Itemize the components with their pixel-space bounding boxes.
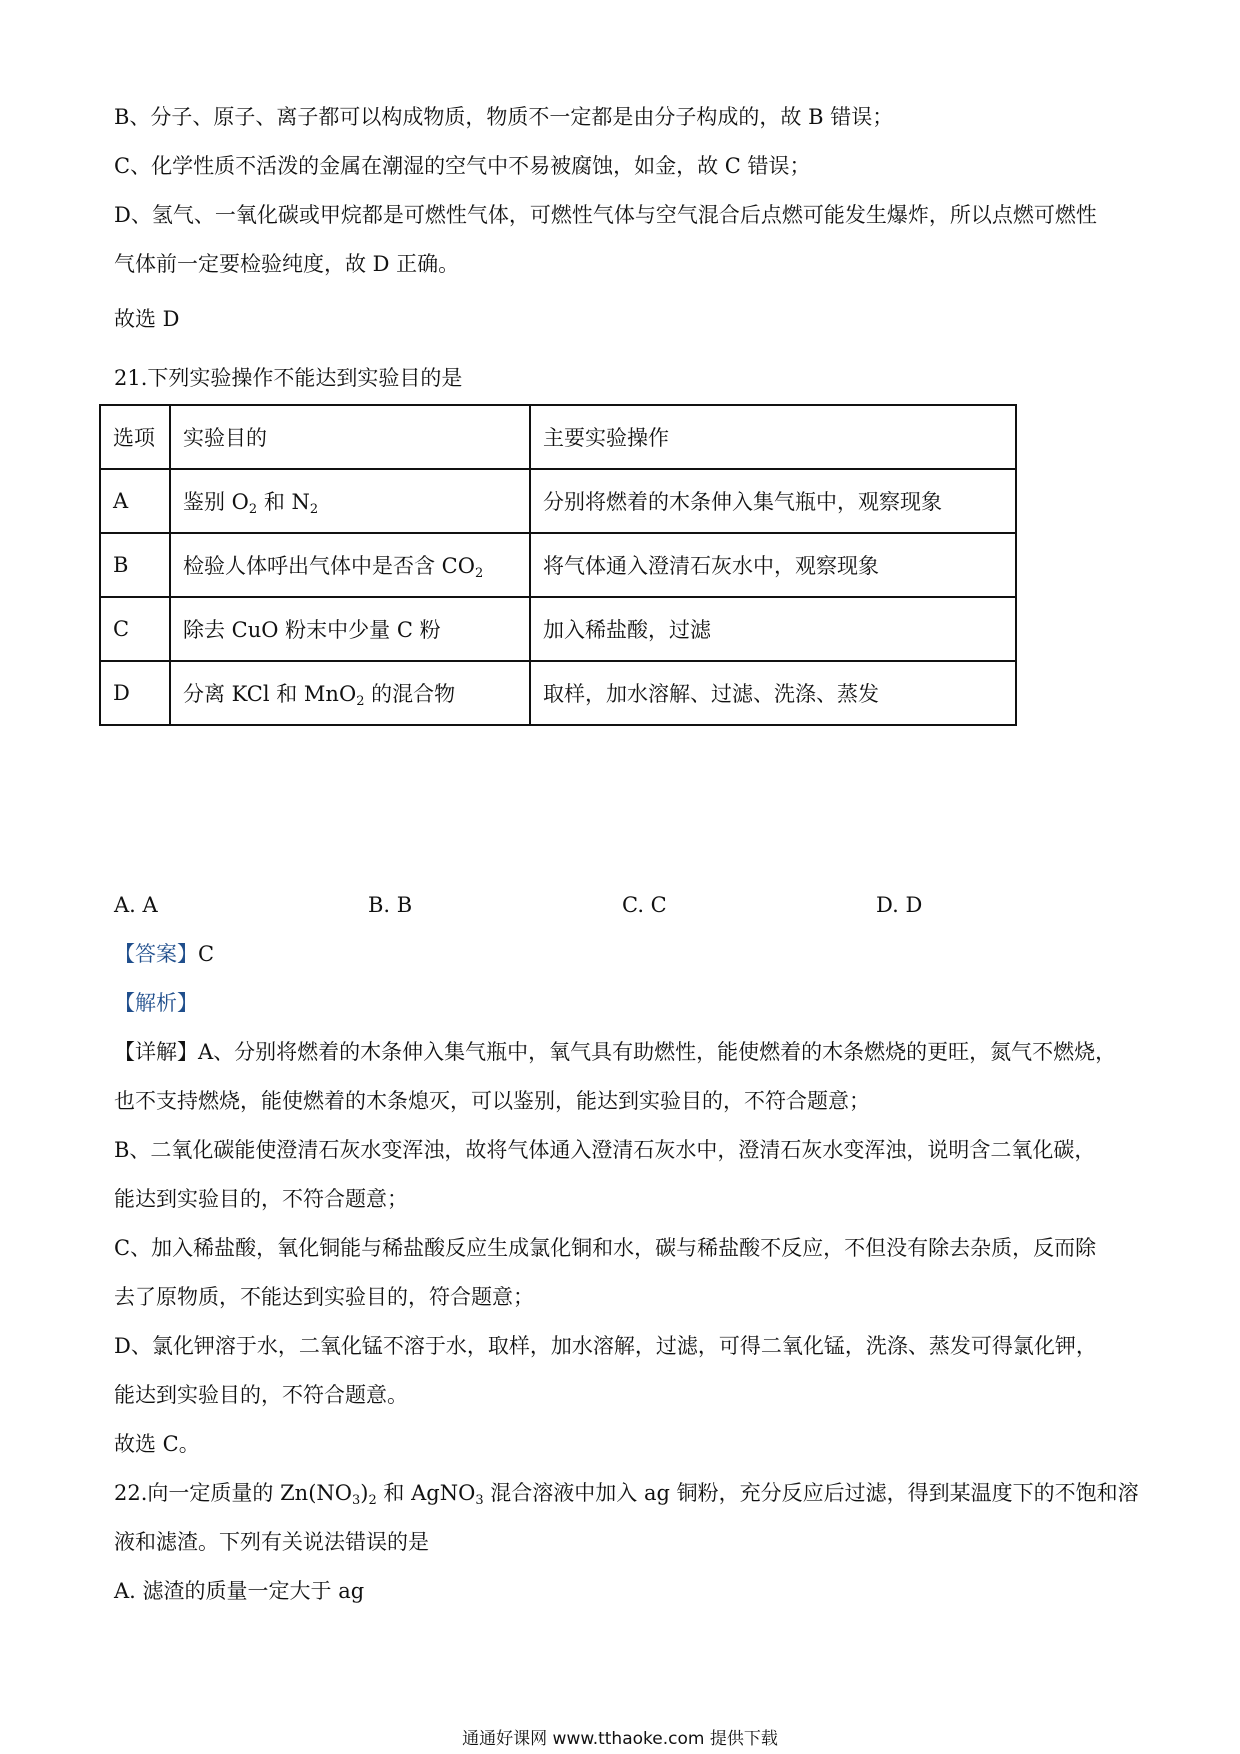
detail-tag: 【详解】	[114, 1040, 198, 1064]
q21-detail-line: 也不支持燃烧，能使燃着的木条熄灭，可以鉴别，能达到实验目的，不符合题意；	[114, 1089, 870, 1113]
q21-analysis-tag: 【解析】	[114, 991, 198, 1015]
q21-choice-a: A. A	[114, 893, 158, 917]
table-header-row	[100, 405, 1016, 469]
header-purpose: 实验目的	[170, 405, 530, 469]
q21-detail-line: C、加入稀盐酸，氧化铜能与稀盐酸反应生成氯化铜和水，碳与稀盐酸不反应，不但没有除去杂质，反而除	[114, 1236, 1097, 1260]
q21-detail-line: 能达到实验目的，不符合题意；	[114, 1187, 408, 1211]
q22-choice-a: A. 滤渣的质量一定大于 ag	[114, 1579, 365, 1603]
q21-choice-b: B. B	[368, 893, 413, 917]
table-row	[100, 661, 1016, 725]
q21-choice-c: C. C	[622, 893, 667, 917]
row-purpose: 检验人体呼出气体中是否含 $CO_2$	[170, 533, 530, 597]
table-row	[100, 533, 1016, 597]
q20-option-d-explanation: D、氢气、一氧化碳或甲烷都是可燃性气体，可燃性气体与空气混合后点燃可能发生爆炸，所以点燃可燃性	[114, 203, 1097, 227]
row-operation: 取样，加水溶解、过滤、洗涤、蒸发	[530, 661, 1016, 725]
q21-answer	[114, 939, 214, 969]
header-operation: 主要实验操作	[530, 405, 1016, 469]
page-footer: 通通好课网 www.tthaoke.com 提供下载	[462, 1729, 778, 1749]
row-option: A	[100, 469, 170, 533]
row-purpose: 除去 CuO 粉末中少量 C 粉	[170, 597, 530, 661]
q21-detail-line: 去了原物质，不能达到实验目的，符合题意；	[114, 1285, 534, 1309]
header-option: 选项	[100, 405, 170, 469]
q21-detail-line: B、二氧化碳能使澄清石灰水变浑浊，故将气体通入澄清石灰水中，澄清石灰水变浑浊，说明含二氧化碳，	[114, 1138, 1096, 1162]
q20-option-b-explanation: B、分子、原子、离子都可以构成物质，物质不一定都是由分子构成的，故 B 错误；	[114, 105, 894, 129]
table-row	[100, 469, 1016, 533]
row-purpose: 鉴别 $O_2$ 和 $N_2$	[170, 469, 530, 533]
q21-table	[99, 404, 1017, 726]
q20-option-c-explanation: C、化学性质不活泼的金属在潮湿的空气中不易被腐蚀，如金，故 C 错误；	[114, 154, 811, 178]
q21-detail-line: D、氯化钾溶于水，二氧化锰不溶于水，取样，加水溶解，过滤，可得二氧化锰，洗涤、蒸发可得氯化钾，	[114, 1334, 1097, 1358]
row-purpose: 分离 KCl 和 MnO$_2$ 的混合物	[170, 661, 530, 725]
row-operation: 加入稀盐酸，过滤	[530, 597, 1016, 661]
row-option: B	[100, 533, 170, 597]
row-option: C	[100, 597, 170, 661]
answer-tag: 【答案】	[114, 942, 198, 966]
q22-stem: 22.向一定质量的 $Zn(NO_3)_2$ 和 AgNO$_3$ 混合溶液中加入 ag 铜粉，充分反应后过滤，得到某温度下的不饱和溶	[114, 1481, 1139, 1508]
row-option: D	[100, 661, 170, 725]
row-operation: 将气体通入澄清石灰水中，观察现象	[530, 533, 1016, 597]
q20-option-d-explanation-cont: 气体前一定要检验纯度，故 D 正确。	[114, 252, 460, 276]
answer-value: C	[198, 942, 215, 966]
q21-detail-line: 能达到实验目的，不符合题意。	[114, 1383, 408, 1407]
q21-stem: 21.下列实验操作不能达到实验目的是	[114, 366, 463, 390]
q22-stem-cont: 液和滤渣。下列有关说法错误的是	[114, 1530, 429, 1554]
q21-conclusion: 故选 C。	[114, 1432, 200, 1456]
q20-conclusion: 故选 D	[114, 307, 180, 331]
q21-choice-d: D. D	[876, 893, 923, 917]
q21-detail-line: 【详解】A、分别将燃着的木条伸入集气瓶中，氧气具有助燃性，能使燃着的木条燃烧的更旺，氮气不燃烧，	[114, 1040, 1117, 1064]
table-row	[100, 597, 1016, 661]
row-operation: 分别将燃着的木条伸入集气瓶中，观察现象	[530, 469, 1016, 533]
